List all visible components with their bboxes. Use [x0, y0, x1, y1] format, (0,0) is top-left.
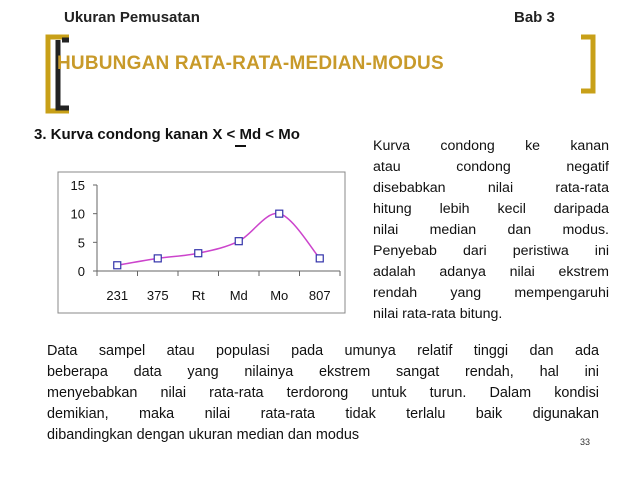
side-line: Penyebab dari peristiwa ini — [373, 243, 609, 259]
side-line: Kurva condong ke kanan — [373, 138, 609, 154]
data-point — [316, 255, 323, 262]
data-point — [195, 250, 202, 257]
data-point — [235, 238, 242, 245]
bottom-line: Data sampel atau populasi pada umunya relatif tinggi dan ada — [47, 343, 599, 359]
subtitle-text: 3. Kurva condong kanan X < Md < Mo — [34, 126, 300, 143]
bottom-paragraph — [47, 341, 599, 446]
slide-title: HUBUNGAN RATA-RATA-MEDIAN-MODUS — [57, 53, 444, 74]
y-tick-label: 10 — [70, 206, 85, 222]
side-line: rendah yang mempengaruhi — [373, 285, 609, 301]
chapter-label: Bab 3 — [514, 9, 555, 26]
side-line: nilai rata-rata bitung. — [373, 306, 503, 322]
bottom-line: dibandingkan dengan ukuran median dan modus — [47, 427, 360, 443]
x-tick-label: Mo — [270, 288, 289, 303]
chapter-topic: Ukuran Pemusatan — [64, 9, 200, 26]
bottom-line: menyebabkan nilai rata-rata terdorong untuk turun. Dalam kondisi — [47, 385, 599, 401]
x-tick-label: 375 — [146, 288, 169, 303]
mean-bar-icon — [235, 145, 246, 147]
side-line: hitung lebih kecil daripada — [373, 201, 609, 217]
data-point — [154, 255, 161, 262]
subtitle — [34, 126, 300, 143]
skew-chart — [57, 171, 346, 314]
side-line: disebabkan nilai rata-rata — [373, 180, 609, 196]
side-line: adalah adanya nilai ekstrem — [373, 264, 609, 280]
data-point — [114, 262, 121, 269]
side-line: nilai median dan modus. — [373, 222, 609, 238]
y-tick-label: 0 — [77, 264, 85, 279]
bottom-line: beberapa data yang nilainya ekstrem sangat rendah, hal ini — [47, 364, 599, 380]
x-tick-label: Rt — [191, 288, 205, 303]
bottom-line: demikian, maka nilai rata-rata tidak terlalu baik digunakan — [47, 406, 599, 422]
x-tick-label: 807 — [308, 288, 331, 303]
x-tick-label: 231 — [106, 288, 129, 303]
y-tick-label: 5 — [77, 235, 85, 251]
right-bracket-icon — [578, 34, 598, 94]
side-paragraph — [373, 136, 609, 325]
chart-svg — [57, 171, 346, 314]
y-tick-label: 15 — [70, 178, 85, 193]
data-point — [276, 210, 283, 217]
side-line: atau condong negatif — [373, 159, 609, 175]
x-tick-label: Md — [229, 288, 248, 303]
page-number: 33 — [580, 437, 591, 447]
